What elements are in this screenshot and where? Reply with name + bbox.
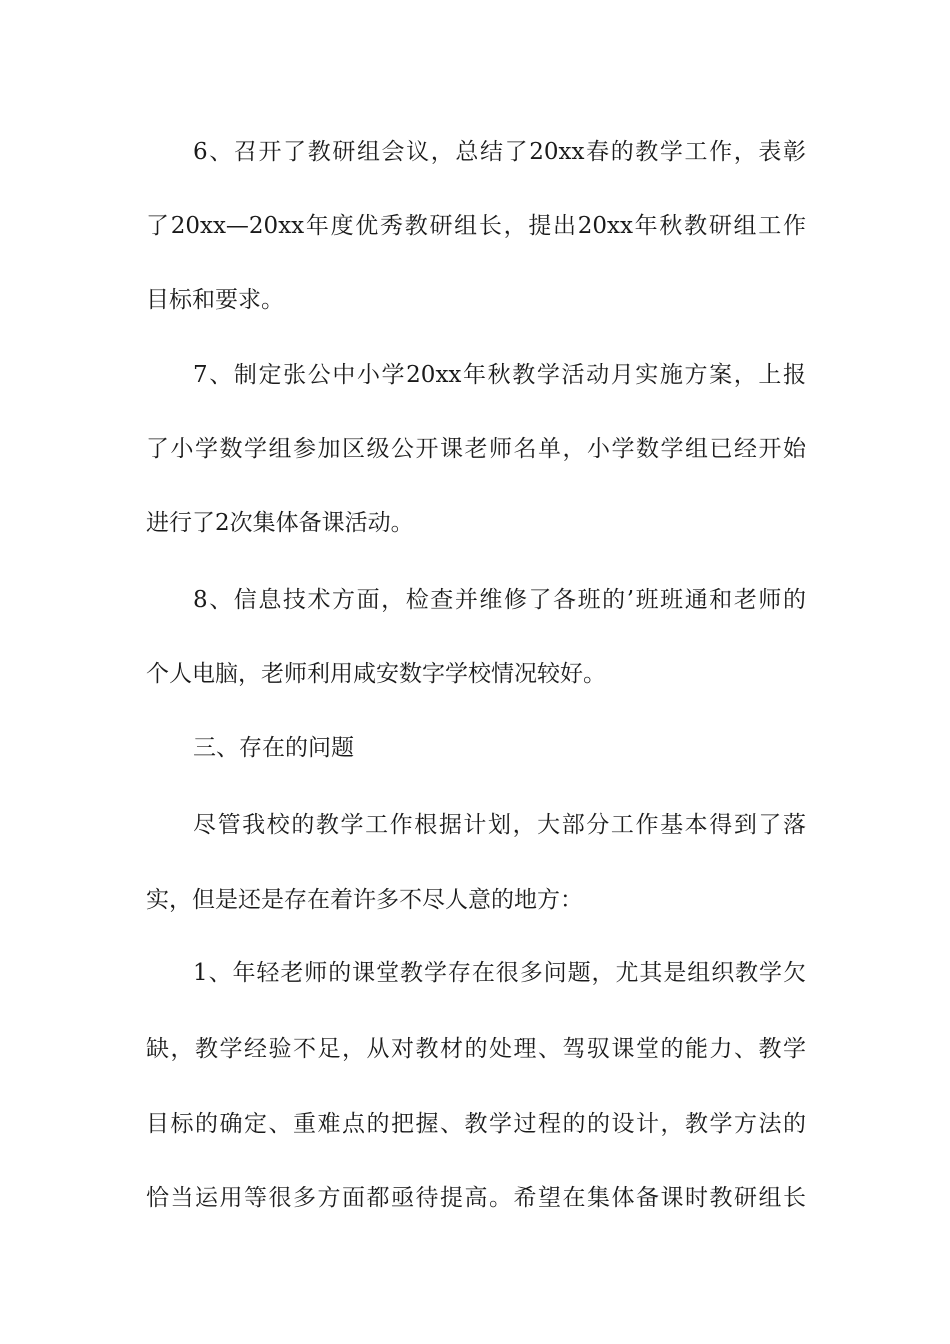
paragraph-intro-line-2: 实，但是还是存在着许多不尽人意的地方： [146,887,583,913]
paragraph-7-line-1: 7、制定张公中小学20xx年秋教学活动月实施方案，上报 [193,362,806,388]
paragraph-intro-line-1: 尽管我校的教学工作根据计划，大部分工作基本得到了落 [193,812,806,838]
paragraph-1-line-3: 目标的确定、重难点的把握、教学过程的的设计，教学方法的 [146,1111,806,1137]
paragraph-1-line-1: 1、年轻老师的课堂教学存在很多问题，尤其是组织教学欠 [193,960,806,986]
paragraph-8-line-1: 8、信息技术方面，检查并维修了各班的’班班通和老师的 [193,587,806,613]
paragraph-6-line-3: 目标和要求。 [146,287,284,313]
paragraph-8-line-2: 个人电脑，老师利用咸安数字学校情况较好。 [146,661,606,687]
paragraph-7-line-3: 进行了2次集体备课活动。 [146,510,414,536]
paragraph-1-line-2: 缺，教学经验不足，从对教材的处理、驾驭课堂的能力、教学 [146,1036,806,1062]
paragraph-6-line-2: 了20xx—20xx年度优秀教研组长，提出20xx年秋教研组工作 [146,213,806,239]
section-heading: 三、存在的问题 [193,735,354,761]
paragraph-7-line-2: 了小学数学组参加区级公开课老师名单，小学数学组已经开始 [146,436,806,462]
paragraph-6-line-1: 6、召开了教研组会议，总结了20xx春的教学工作，表彰 [193,139,806,165]
paragraph-1-line-4: 恰当运用等很多方面都亟待提高。希望在集体备课时教研组长 [146,1185,806,1211]
